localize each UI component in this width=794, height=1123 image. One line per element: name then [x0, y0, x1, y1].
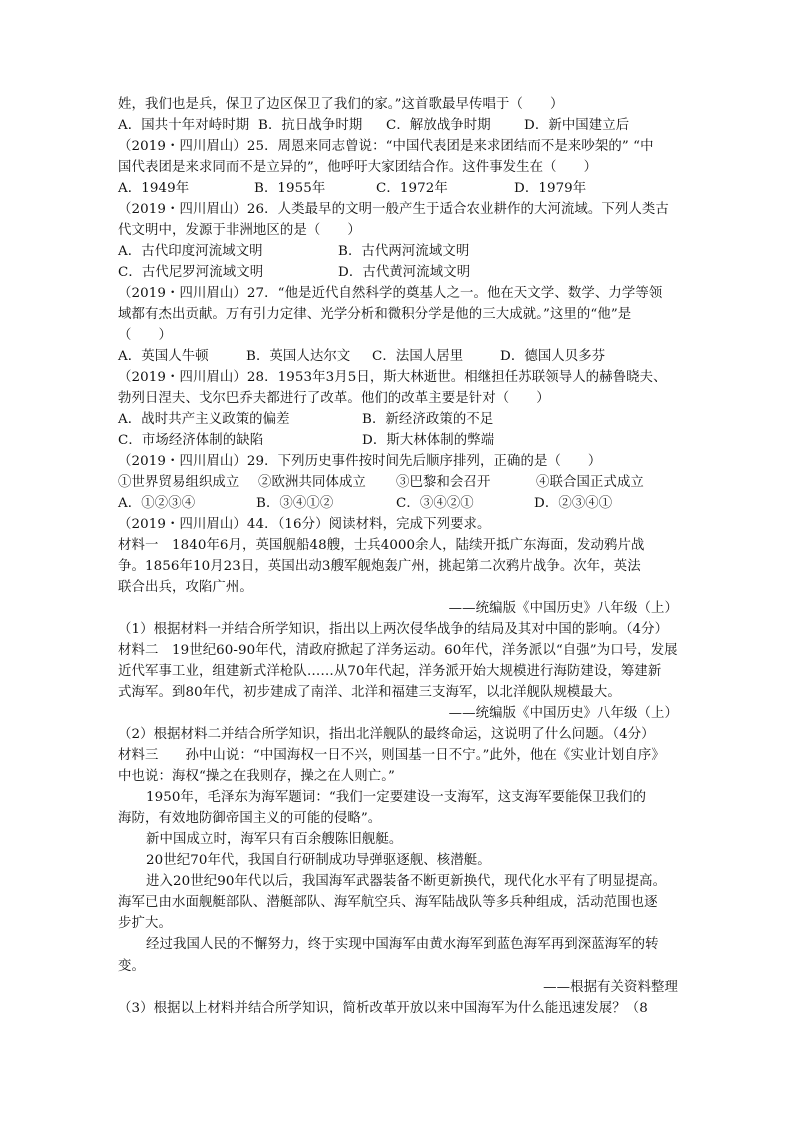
material-3-line-6: 20世纪70年代，我国自行研制成功导弹驱逐舰、核潜艇。 — [146, 853, 491, 868]
option-c: C．古代尼罗河流域文明 — [118, 265, 264, 280]
question-29-options — [118, 493, 678, 514]
material-1-line-2: 争。1856年10月23日，英国出动3艘军舰炮轰广州，挑起第二次鸦片战争。次年，英法 — [118, 559, 641, 574]
option-c: C．③④②① — [396, 496, 474, 511]
question-44-stem: （2019・四川眉山）44．（16分）阅读材料，完成下列要求。 — [118, 517, 491, 532]
option-b: B．古代两河流域文明 — [338, 244, 470, 259]
material-1-line-3: 联合出兵，攻陷广州。 — [118, 580, 253, 595]
material-3-line-8: 海军已由水面舰艇部队、潜艇部队、海军航空兵、海军陆战队等多兵种组成，活动范围也逐 — [118, 895, 658, 910]
material-3-line-7: 进入20世纪90年代以后，我国海军武器装备不断更新换代，现代化水平有了明显提高。 — [146, 874, 667, 889]
material-3-line-4: 海防，有效地防御帝国主义的可能的侵略”。 — [118, 811, 382, 826]
material-3-line-10: 经过我国人民的不懈努力，终于实现中国海军由黄水海军到蓝色海军再到深蓝海军的转 — [146, 937, 659, 952]
option-c: C．1972年 — [376, 181, 448, 196]
exam-page — [118, 94, 678, 1019]
material-3-line-11: 变。 — [118, 959, 145, 974]
material-2-line-1: 材料二 19世纪60-90年代，清政府掀起了洋务运动。60年代，洋务派以“自强”为口号，发展 — [118, 643, 678, 658]
material-2-source: ——统编版《中国历史》八年级（上） — [448, 706, 678, 721]
option-b: B．抗日战争时期 — [258, 118, 363, 133]
option-a: A．①②③④ — [118, 496, 196, 511]
question-28-options-row2 — [118, 430, 678, 451]
option-d: D．斯大林体制的弊端 — [362, 433, 495, 448]
event-1: ①世界贸易组织成立 — [118, 475, 240, 490]
sub-question-3: （3）根据以上材料并结合所学知识，简析改革开放以来中国海军为什么能迅速发展？（8 — [118, 1001, 648, 1016]
event-2: ②欧洲共同体成立 — [258, 475, 366, 490]
material-1-line-1: 材料一 1840年6月，英国舰船48艘，士兵4000余人，陆续开抵广东海面，发动鸦片战 — [118, 538, 645, 553]
question-28-stem-cont: 勃列日涅夫、戈尔巴乔夫都进行了改革。他们的改革主要是针对（ ） — [118, 391, 550, 406]
option-b: B．1955年 — [254, 181, 326, 196]
material-3-source: ——根据有关资料整理 — [543, 980, 678, 995]
option-b: B．新经济政策的不足 — [362, 412, 494, 427]
option-a: A．古代印度河流域文明 — [118, 244, 263, 259]
material-2-line-2: 近代军事工业，组建新式洋枪队……从70年代起，洋务派开始大规模进行海防建设，筹建新 — [118, 664, 662, 679]
option-b: B．③④①② — [256, 496, 334, 511]
question-25-options — [118, 178, 678, 199]
option-c: C．法国人居里 — [372, 349, 464, 364]
option-b: B．英国人达尔文 — [246, 349, 351, 364]
option-a: A．国共十年对峙时期 — [118, 118, 250, 133]
question-26-options-row2 — [118, 262, 678, 283]
material-3-line-9: 步扩大。 — [118, 916, 172, 931]
question-27-stem: （2019・四川眉山）27．“他是近代自然科学的奠基人之一。他在天文学、数学、力学等领 — [118, 286, 663, 301]
option-c: C．市场经济体制的缺陷 — [118, 433, 264, 448]
question-25-stem-cont: 国代表团是来求同而不是立异的”，他呼吁大家团结合作。这件事发生在（ ） — [118, 160, 598, 175]
option-c: C．解放战争时期 — [386, 118, 491, 133]
question-27-stem-cont: 域都有杰出贡献。万有引力定律、光学分析和微积分学是他的三大成就。”这里的“他”是 — [118, 307, 632, 322]
option-a: A．战时共产主义政策的偏差 — [118, 412, 290, 427]
question-28-stem: （2019・四川眉山）28．1953年3月5日，斯大林逝世。相继担任苏联领导人的赫鲁晓夫、 — [118, 370, 667, 385]
question-27-blank: （ ） — [118, 328, 172, 343]
material-3-line-2: 中也说：海权“操之在我则存，操之在人则亡。” — [118, 769, 396, 784]
question-25-stem: （2019・四川眉山）25．周恩来同志曾说：“中国代表团是来求团结而不是来吵架的” “中 — [118, 139, 654, 154]
question-24-options — [118, 115, 678, 136]
material-3-line-3: 1950年，毛泽东为海军题词：“我们一定要建设一支海军，这支海军要能保卫我们的 — [146, 790, 647, 805]
material-3-line-1: 材料三 孙中山说：“中国海权一日不兴，则国基一日不宁。”此外，他在《实业计划自序》 — [118, 748, 665, 763]
question-29-events — [118, 472, 678, 493]
event-4: ④联合国正式成立 — [536, 475, 644, 490]
question-29-stem: （2019・四川眉山）29．下列历史事件按时间先后顺序排列，正确的是（ ） — [118, 454, 602, 469]
question-26-stem-cont: 代文明中，发源于非洲地区的是（ ） — [118, 223, 361, 238]
sub-question-1: （1）根据材料一并结合所学知识，指出以上两次侵华战争的结局及其对中国的影响。（4分） — [118, 622, 669, 637]
sub-question-2: （2）根据材料二并结合所学知识，指出北洋舰队的最终命运，这说明了什么问题。（4分） — [118, 727, 655, 742]
option-a: A．英国人牛顿 — [118, 349, 209, 364]
question-26-stem: （2019・四川眉山）26．人类最早的文明一般产生于适合农业耕作的大河流域。下列人类古 — [118, 202, 669, 217]
material-2-line-3: 式海军。到80年代，初步建成了南洋、北洋和福建三支海军，以北洋舰队规模最大。 — [118, 685, 621, 700]
option-a: A．1949年 — [118, 181, 190, 196]
material-1-source: ——统编版《中国历史》八年级（上） — [448, 601, 678, 616]
question-24-stem-end: 姓，我们也是兵，保卫了边区保卫了我们的家。”这首歌最早传唱于（ ） — [118, 97, 564, 112]
option-d: D．②③④① — [534, 496, 613, 511]
option-d: D．新中国建立后 — [524, 118, 630, 133]
question-27-options — [118, 346, 678, 367]
question-28-options-row1 — [118, 409, 678, 430]
material-3-line-5: 新中国成立时，海军只有百余艘陈旧舰艇。 — [146, 832, 403, 847]
event-3: ③巴黎和会召开 — [396, 475, 491, 490]
option-d: D．古代黄河流域文明 — [338, 265, 471, 280]
option-d: D．德国人贝多芬 — [500, 349, 606, 364]
option-d: D．1979年 — [514, 181, 587, 196]
question-26-options-row1 — [118, 241, 678, 262]
